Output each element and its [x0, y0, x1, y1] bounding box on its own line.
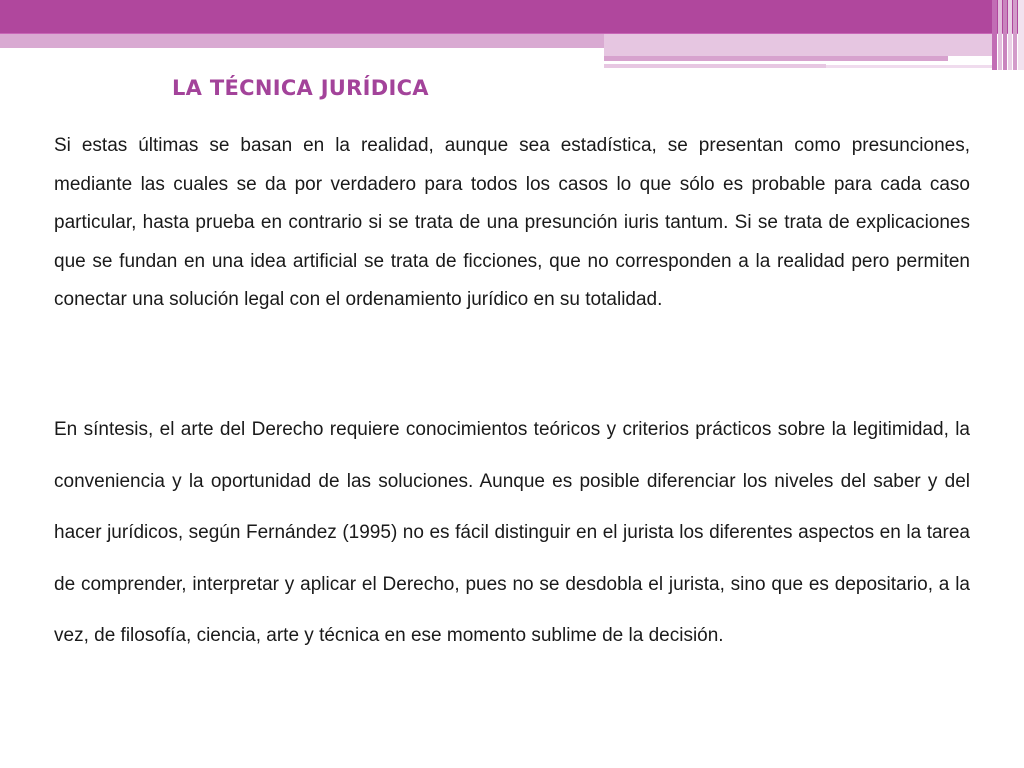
body-paragraph-2: En síntesis, el arte del Derecho requiere conocimientos teóricos y criterios prácticos sobre la legitimidad, la conveniencia y la oportunidad de las soluciones. Aunque es posible diferenciar los niveles del saber y del hacer jurídicos, según Fernández (1995) no es fácil distinguir en el jurista los diferentes aspectos en la tarea de comprender, interpretar y aplicar el Derecho, pues no se desdobla el jurista, sino que es depositario, a la vez, de filosofía, ciencia, arte y técnica en ese momento sublime de la decisión. [54, 419, 970, 646]
decorative-stripe [1003, 0, 1007, 70]
body-paragraph-1: Si estas últimas se basan en la realidad, aunque sea estadística, se presentan como presunciones, mediante las cuales se da por verdadero para todos los casos lo que sólo es probable para cada caso particular, hasta prueba en contrario si se trata de una presunción iuris tantum. Si se trata de explicaciones que se fundan en una idea artificial se trata de ficciones, que no corresponden a la realidad pero permiten conectar una solución legal con el ordenamiento jurídico en su totalidad. [54, 135, 970, 310]
header-thin-line [604, 64, 826, 68]
header-bar [0, 0, 1024, 34]
decorative-stripe [1018, 0, 1024, 70]
decorative-stripe [998, 0, 1002, 70]
header-thin-line [826, 65, 996, 68]
header-thin-line [604, 56, 948, 61]
header-band [0, 34, 604, 48]
decorative-stripe [1008, 0, 1012, 70]
header-band-light [604, 34, 996, 56]
decorative-stripe [992, 0, 997, 70]
slide-title: LA TÉCNICA JURÍDICA [172, 76, 429, 100]
decorative-stripe [1013, 0, 1017, 70]
